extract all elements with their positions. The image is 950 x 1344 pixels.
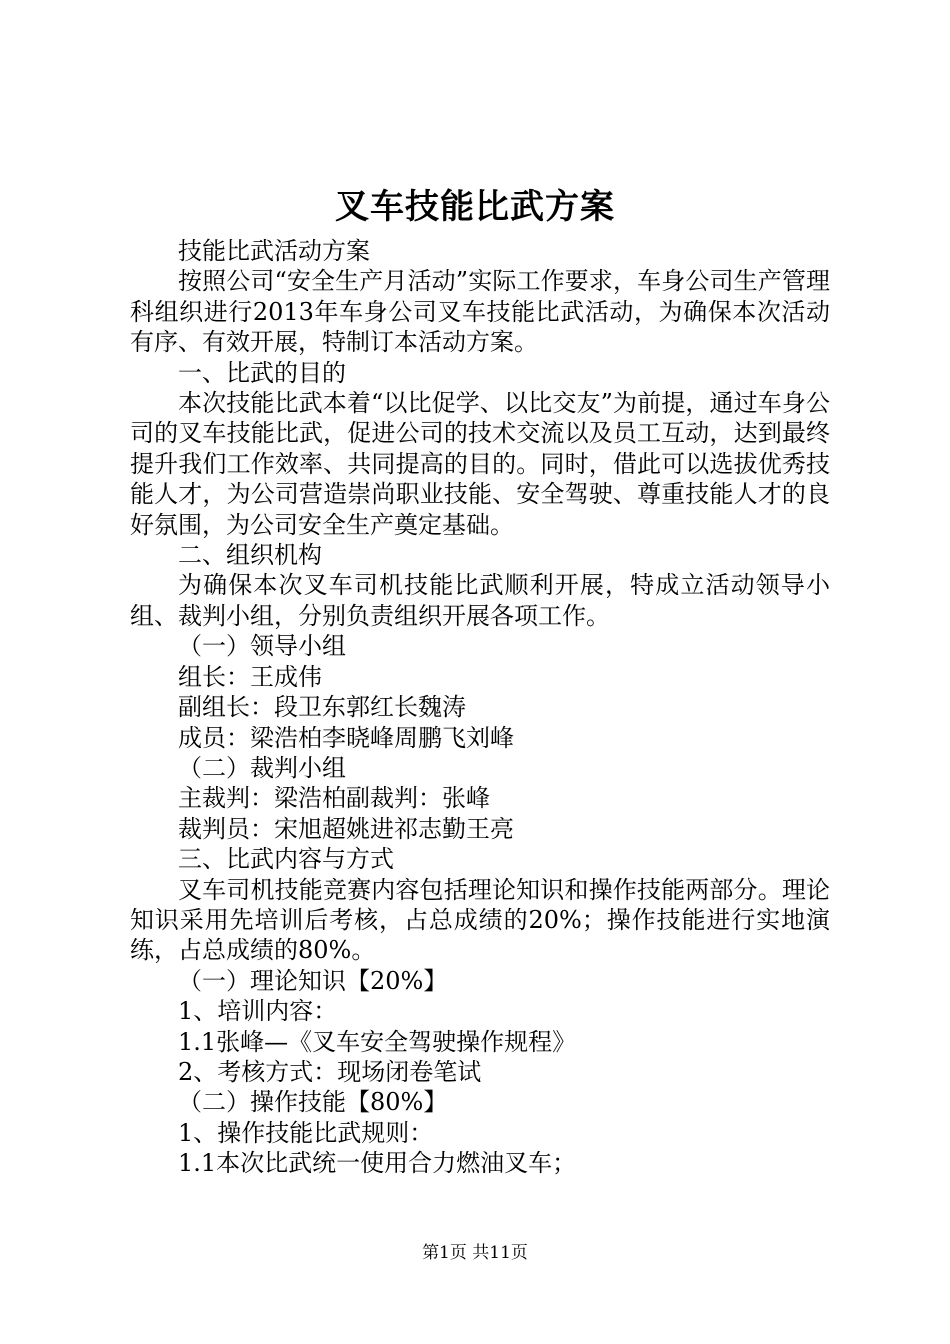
paragraph: 主裁判：梁浩柏副裁判：张峰 (178, 784, 490, 813)
subsection-heading: （二）操作技能【80%】 (178, 1088, 448, 1117)
section-heading: 三、比武内容与方式 (178, 845, 394, 874)
paragraph: 1、操作技能比武规则： (178, 1118, 434, 1147)
subsection-heading: （二）裁判小组 (178, 753, 346, 782)
paragraph: 1.1张峰—《叉车安全驾驶操作规程》 (178, 1027, 577, 1056)
paragraph: 副组长：段卫东郭红长魏涛 (178, 693, 466, 722)
subsection-heading: （一）领导小组 (178, 632, 346, 661)
paragraph: 本次技能比武本着“以比促学、以比交友”为前提，通过车身公司的叉车技能比武，促进公司的技术交流以及员工互动，达到最终提升我们工作效率、共同提高的目的。同时，借此可以选拔优秀技能人才，为公司营造崇尚职业技能、安全驾驶、尊重技能人才的良好氛围，为公司安全生产奠定基础。 (130, 389, 830, 539)
paragraph: 1.1本次比武统一使用合力燃油叉车； (178, 1149, 577, 1178)
section-heading: 一、比武的目的 (178, 358, 346, 387)
paragraph: 按照公司“安全生产月活动”实际工作要求，车身公司生产管理科组织进行2013年车身公司叉车技能比武活动，为确保本次活动有序、有效开展，特制订本活动方案。 (130, 267, 830, 357)
paragraph: 1、培训内容： (178, 997, 338, 1026)
paragraph: 成员：梁浩柏李晓峰周鹏飞刘峰 (178, 723, 514, 752)
paragraph: 裁判员：宋旭超姚进祁志勤王亮 (178, 814, 514, 843)
paragraph: 2、考核方式：现场闭卷笔试 (178, 1057, 482, 1086)
paragraph: 为确保本次叉车司机技能比武顺利开展，特成立活动领导小组、裁判小组，分别负责组织开展各项工作。 (130, 571, 830, 630)
section-heading: 二、组织机构 (178, 541, 322, 570)
paragraph: 技能比武活动方案 (178, 237, 370, 265)
paragraph: 叉车司机技能竞赛内容包括理论知识和操作技能两部分。理论知识采用先培训后考核，占总成绩的20%；操作技能进行实地演练，占总成绩的80%。 (130, 875, 830, 965)
page-footer: 第1页 共11页 (422, 1243, 528, 1263)
subsection-heading: （一）理论知识【20%】 (178, 966, 448, 995)
document-body (130, 236, 830, 1179)
document-title: 叉车技能比武方案 (335, 187, 615, 227)
paragraph: 组长：王成伟 (178, 662, 322, 691)
